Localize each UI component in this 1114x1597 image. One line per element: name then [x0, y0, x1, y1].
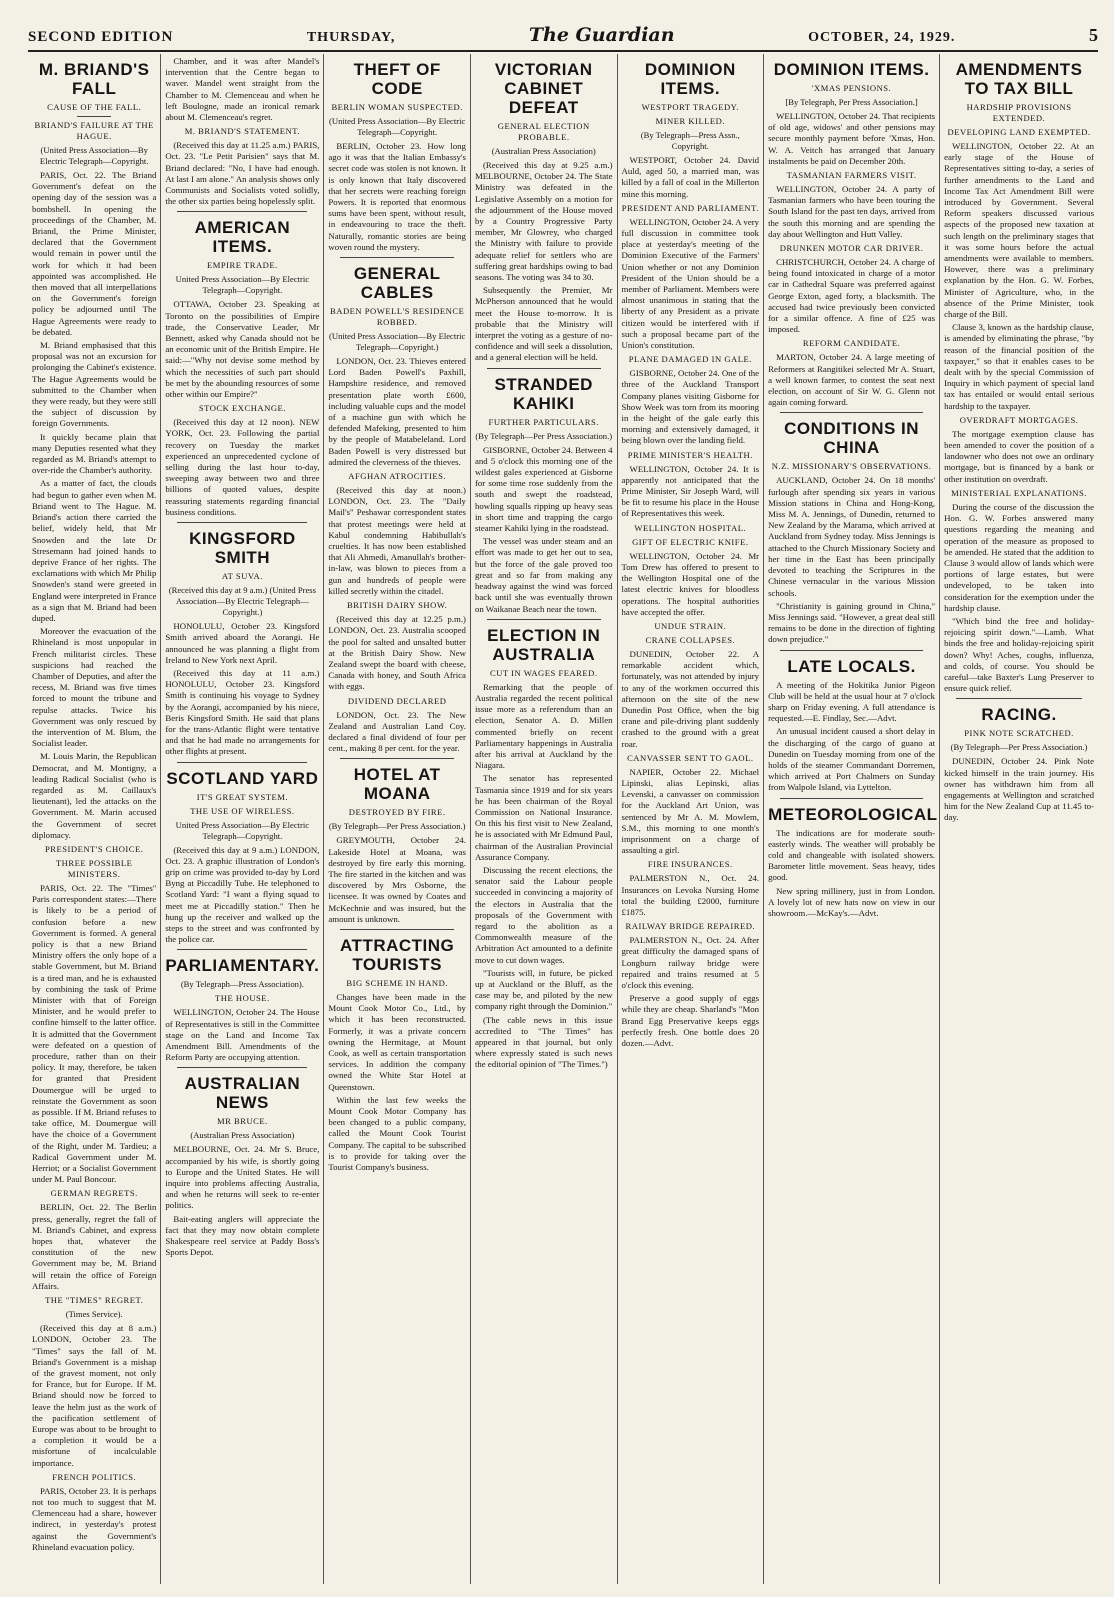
subheading: THE "TIMES" REGRET. [45, 1295, 144, 1306]
subheading: N.Z. MISSIONARY'S OBSERVATIONS. [771, 461, 932, 472]
article-paragraph: CHRISTCHURCH, October 24. A charge of being found intoxicated in charge of a motor car in Cathedral Square was preferred against George Exton, aged forty, a blacksmith. The accused had twice previously been convicted for a similar offence. A fine of £25 was imposed. [768, 257, 936, 335]
column-2 [161, 54, 324, 1584]
article-paragraph: WELLINGTON, October 24. A very full discussion in committee took place at yesterday's meeting of the Dominion Executive of the Farmers' Union whether or not any Dominion President of the Union should be a member of Parliament. Members were almost unanimous in stating that the liberty of any President as a private citizen would be interfered with if such a proposal became part of the Union's constitution. [621, 216, 760, 351]
article-paragraph: Remarking that the people of Australia regarded the recent political issue more as a referendum than an election, Senator A. D. Millen commented briefly on recent Parliamentary happenings in Australia after his arrival at Auckland by the Niagara. [474, 681, 613, 771]
subheading: MINER KILLED. [655, 116, 726, 126]
subheading: DESTROYED BY FIRE. [348, 807, 446, 818]
article-paragraph: DUNEDIN, October 24. Pink Note kicked himself in the train journey. His owner has withdrawn him from all engagements at Wellington and scratched him for the New Zealand Cup at 11.45 to-day. [944, 756, 1094, 823]
subheading: PRIME MINISTER'S HEALTH. [627, 449, 753, 460]
columns [28, 54, 1098, 1584]
article-paragraph: (Received this day at 12.25 p.m.) LONDON, Oct. 23. Australia scooped the pool for salted and unsalted butter at the British Dairy Show. New Zealand swept the board with cheese, Canada with honey, and South Africa with eggs. [328, 614, 466, 692]
column-6 [764, 54, 940, 1584]
subheading: AT SUVA. [221, 571, 263, 582]
article-paragraph: GISBORNE, October 24. Between 4 and 5 o'clock this morning one of the wildest gales experienced at Gisborne for some time rose suddenly from the south and swept the roadstead, howling squalls ripping up heavy seas in short time and trapping the cargo steamer Kahiki lying in the roadstead. [474, 444, 613, 534]
column-4 [471, 54, 618, 1584]
article-paragraph: LONDON, Oct. 23. The New Zealand and Australian Land Coy. declared a final dividend of four per cent., making 8 per cent. for the year. [328, 709, 466, 754]
article-paragraph: BERLIN, October 23. How long ago it was that the Italian Embassy's secret code was stolen is not known. It is only known that Italy discovered that her secrets were reaching foreign Powers. It is reported that enormous sums have been spent, without result, in endeavouring to trace the theft. Naturally, romantic stories are being woven round the mystery. [328, 141, 466, 252]
subheading: AFGHAN ATROCITIES. [348, 471, 447, 482]
press-credit: (Times Service). [65, 1309, 123, 1320]
article-paragraph: AUCKLAND, October 24. On 18 months' furlough after spending six years in various Mission stations in China and Hong-Kong, Miss M. A. Jennings, of Dunedin, returned to New Zealand by the Marama, which arrived at Auckland from Sydney today. Miss Jennings is attached to the Church Missionary Society and her time in the East has been principally devoted to teaching the Scriptures in the Chinese vernacular in the various Mission schools. [768, 475, 936, 598]
subheading: HARDSHIP PROVISIONS EXTENDED. [966, 102, 1072, 123]
headline: METEOROLOGICAL [768, 804, 938, 824]
subheading: PRESIDENT'S CHOICE. [44, 843, 144, 854]
press-credit: (United Press Association—By Electric Telegraph—Copyright. [329, 116, 466, 137]
article-paragraph: An unusual incident caused a short delay in the discharging of the cargo of guano at Dunedin on Tuesday morning from one of the holds of the steamer Commandant Dorremen, which arrived at Port Chalmers on Sunday from Walpole Island, via Lyttelton. [768, 726, 936, 793]
divider [340, 929, 454, 930]
press-credit: (Received this day at 9 a.m.) (United Press Association—By Electric Telegraph—Copyright.) [168, 585, 316, 618]
subheading: PRESIDENT AND PARLIAMENT. [621, 202, 759, 213]
newspaper-title: The Guardian [528, 24, 675, 46]
article-paragraph: The senator has represented Tasmania since 1919 and for six years he has been chairman of the Royal Commission on National Insurance. On this his first visit to New Zealand, he is associated with Mr Edmund Paul, chairman of the Australian Provincial Assurance Company. [474, 773, 613, 862]
date-label: OCTOBER, 24, 1929. [808, 30, 956, 45]
subheading: CAUSE OF THE FALL. [47, 102, 142, 112]
subheading: REFORM CANDIDATE. [802, 338, 901, 349]
press-credit: (Australian Press Association) [190, 1130, 295, 1141]
advertisement: Preserve a good supply of eggs while they are cheap. Sharland's "Mon Brand Egg Preservative keeps eggs perfectly fresh. One bottle does 20 dozen.—Advt. [621, 993, 760, 1048]
headline: RACING. [981, 705, 1057, 725]
divider [487, 619, 601, 620]
article-paragraph: Moreover the evacuation of the Rhineland is most unpopular in French militarist circles. These suspicions had reached the Chamber of Deputies, and after the recess, M. Briand was five times forced to mount the tribune and repulse attacks. Twice his Government was only rescued by the intervention of M. Blum, the Socialist leader. [32, 626, 157, 749]
article-paragraph: DUNEDIN, October 22. A remarkable accident which, fortunately, was not attended by injury to any of the workmen occurred this afternoon on the site of the new Dunedin Post Office, when the big crane and pile-driving plant suddenly crashed to the ground with a great roar. [621, 648, 760, 749]
subheading: THREE POSSIBLE MINISTERS. [55, 857, 133, 879]
article-paragraph: It quickly became plain that many Deputies resented what they regarded as M. Briand's attempt to over-ride the Chamber's authority. [32, 431, 157, 476]
subheading: MR BRUCE. [216, 1116, 268, 1127]
press-credit: (By Telegraph—Per Press Association.) [475, 430, 613, 441]
subheading: FURTHER PARTICULARS. [488, 416, 599, 427]
article-paragraph: PARIS, October 23. It is perhaps not too much to suggest that M. Clemenceau had a share, however indirect, in yesterday's protest against the Government's Rhineland evacuation policy. [32, 1485, 157, 1552]
press-credit: United Press Association—By Electric Telegraph—Copyright. [175, 274, 310, 296]
article-paragraph: WELLINGTON, October 24. It is apparently not anticipated that the Prime Minister, Sir Joseph Ward, will be fit to resume his place in the House of Representatives this week. [621, 463, 760, 519]
article-paragraph: WELLINGTON, October 24. A party of Tasmanian farmers who have been touring the South Island for the past ten days, arrived from the south this morning and are spending the day about Wellington and Hutt Valley. [768, 184, 936, 239]
article-paragraph: (Received this day at 12 noon). NEW YORK, Oct. 23. Following the partial recovery on Tuesday the market experienced an unprecedented cyclone of selling during the last hour to-day, sweeping away between two and three billions of quoted values, despite reassuring statements regarding financial business conditions. [165, 417, 320, 517]
edition-label: SECOND EDITION [28, 29, 174, 45]
divider [780, 798, 923, 799]
article-paragraph: LONDON, Oct. 23. Thieves entered Lord Baden Powell's Paxhill, Hampshire residence, and removed presentation plate worth £600, including valuable cups and the model of a machine gun with which he defended Mafeking, presented to him by the people of Matabeleland. Lord Baden Powell is very distressed but admired the cleverness of the thieves. [328, 356, 466, 467]
subheading: GERMAN REGRETS. [50, 1188, 138, 1199]
subheading: 'XMAS PENSIONS. [811, 83, 892, 93]
article-paragraph: WELLINGTON, October 22. At an early stage of the House of Representatives sitting to-day, a series of further amendments to the Land and Income Tax Act Amendment Bill were introduced by Government. Several Reform speakers discussed various aspects of the proposed new taxation at such length on the preliminary stages that it was some hours before the actual amendments were available to members. However, there was a preliminary explanation by the Hon. G. W. Forbes, Minister of Agriculture, who, in the absence of the Prime Minister, took charge of the Bill. [944, 141, 1094, 320]
headline: GENERAL CABLES [353, 264, 441, 303]
article-paragraph: WELLINGTON, October 24. That recipients of old age, widows' and other pensions may secure monthly payment before 'Xmas, Hon. W. A. Veitch has arranged that January instalments be paid on December 20th. [768, 111, 936, 166]
article-paragraph: OTTAWA, October 23. Speaking at Toronto on the possibilities of Empire trade, the Conservative Leader, Mr Bennett, asked why Canada should not be an economic unit of the British Empire. He said:—"Why not devise some method by which the necessities of such part should be met by the abounding resources of some other within our Empire?" [165, 299, 320, 400]
article-paragraph: As a matter of fact, the clouds had begun to gather even when M. Briand went to The Hague. M. Briand's action there carried the belief, widely held, that Mr Snowden and the late Dr Stresemann had joined hands to deprive France of her rights. The exclamations with which Mr Philip Snowden's stand were greeted in England were interpreted in France as a sign that M. Briand had been duped. [32, 478, 157, 623]
advertisement: "Which bind the free and holiday-rejoicing spirit down."—Lamb. What binds the free and holiday-rejoicing spirit down? Why! Aches, coughs, influenza, and colds, of course. You should be careful—take Baxter's Lung Preserver to ensure quick relief. [944, 615, 1094, 694]
divider [340, 257, 454, 258]
headline: AMENDMENTS TO TAX BILL [955, 60, 1083, 98]
article-paragraph: "Christianity is gaining ground in China," Miss Jennings said. "However, a great deal still remains to be done in the direction of fighting down prejudice." [768, 600, 936, 645]
headline: M. BRIAND'S FALL [38, 60, 150, 98]
subheading: WELLINGTON HOSPITAL. [634, 522, 747, 533]
article-paragraph: M. Louis Marin, the Republican Democrat, and M. Montigny, a leading Radical Socialist (who is regarded as M. Caillaux's lieutenant), led the attacks on the Government. M. Marin accused the Government of secret diplomacy. [32, 751, 157, 840]
article-paragraph: WELLINGTON, October 24. The House of Representatives is still in the Committee stage on the Land and Income Tax Amendment Bill. Amendments of the Reform Party are occupying attention. [165, 1007, 320, 1063]
page-number: 5 [1088, 25, 1098, 45]
article-paragraph: PARIS, Oct. 22. The Briand Government's defeat on the opening day of the session was a bombshell. In opening the proceedings of the Chamber, M. Briand, the Prime Minister, declared that the Government would remain in power until the work for which it had been appointed was accomplished. He then moved that all interpellations on the Government's foreign policy be adjourned until The Hague Agreements were ready to be debated. [32, 170, 157, 337]
subheading: TASMANIAN FARMERS VISIT. [786, 170, 917, 181]
divider [177, 522, 307, 523]
article-paragraph: (Received this day at 9 a.m.) LONDON, Oct. 23. A graphic illustration of London's grip on crime was provided to-day by Lord Byng at Piccadilly Tube. He telephoned to Scotland Yard: "I want a flying squad to meet me at Piccadilly station." Then he hung up the receiver and walked up the steps to the street and was confronted by the police car. [165, 844, 320, 945]
column-7 [940, 54, 1098, 1584]
article-paragraph: The indications are for moderate south-easterly winds. The weather will probably be cold and changeable with isolated showers. Barometer little movement. Seas heavy, tides good. [768, 827, 936, 883]
headline: STRANDED KAHIKI [494, 374, 593, 413]
headline: CONDITIONS IN CHINA [784, 419, 920, 458]
press-credit: (Australian Press Association) [491, 146, 596, 156]
article-paragraph: MARTON, October 24. A large meeting of Reformers at Rangitikei selected Mr A. Stuart, a well known farmer, to contest the seat next election, on account of Sir W. G. Glenn not again coming forward. [768, 352, 936, 408]
subheading: PINK NOTE SCRATCHED. [964, 728, 1074, 739]
press-credit: [By Telegraph, Per Press Association.] [785, 97, 918, 107]
divider [780, 412, 923, 413]
headline: AUSTRALIAN NEWS [184, 1074, 301, 1113]
press-credit: (United Press Association—By Electric Telegraph—Copyright. [39, 145, 149, 166]
article-paragraph: GREYMOUTH, October 24. Lakeside Hotel at Moana, was destroyed by fire early this morning. The fire started in the kitchen and was discovered by Mrs Osborne, the licensee. It was owned by Coates and McKechnie and was insured, but the amount is unknown. [328, 835, 466, 924]
article-paragraph: PALMERSTON N., Oct. 24. Insurances on Levoka Nursing Home total the building £2000, furniture £1875. [621, 873, 760, 917]
headline: DOMINION ITEMS. [773, 60, 930, 79]
masthead [28, 24, 1098, 52]
divider [340, 758, 454, 759]
subheading: PLANE DAMAGED IN GALE. [628, 354, 752, 365]
article-paragraph: Changes have been made in the Mount Cook Motor Co., Ltd., by which it has been reconstructed. Formerly, it was a private concern owning the Hermitage, at Mount Cook, as well as certain transportation services. In addition the company owned the White Star Hotel at Queenstown. [328, 991, 466, 1092]
advertisement: New spring millinery, just in from London. A lovely lot of new hats now on view in our showroom.—McKay's.—Advt. [768, 885, 936, 918]
subheading: DIVIDEND DECLARED [347, 695, 447, 706]
day-label: THURSDAY, [306, 30, 396, 45]
press-credit: (By Telegraph—Press Association). [180, 979, 304, 990]
subheading: UNDUE STRAIN. [654, 620, 727, 631]
subheading: BRIAND'S FAILURE AT THE HAGUE. [34, 120, 154, 141]
divider [77, 116, 111, 117]
article-paragraph: Discussing the recent elections, the senator said the Labour people succeeded in convincing a majority of the electors in Australia that the proposals of the Government with regard to the abolition as a Commonwealth measure of the Arbitration Act amounted to a definite move to cut down wages. [474, 864, 613, 965]
article-paragraph: The vessel was under steam and an effort was made to get her out to sea, but the force of the gale proved too great and so far from making any headway against the wind was forced back until she was eventually thrown on Waikanae Beach near the town. [474, 536, 613, 614]
headline: AMERICAN ITEMS. [194, 218, 291, 257]
headline: KINGSFORD SMITH [189, 529, 296, 568]
article-paragraph: (The cable news in this issue accredited to "The Times" has appeared in that journal, but only where expressly stated is such news the editorial opinion of "The Times.") [474, 1014, 613, 1070]
article-paragraph: Chamber, and it was after Mandel's intervention that the Centre began to waver. Mandel went straight from the Chamber to M. Clemenceau and when he left Boulogne, made an ironical remark about M. Clemenceau's regret. [165, 56, 320, 123]
subheading: DRUNKEN MOTOR CAR DRIVER. [779, 243, 924, 254]
article-paragraph: Within the last few weeks the Mount Cook Motor Company has been changed to a public company, called the Mount Cook Tourist Company. The capital to be subscribed is to provide for taking over the Tourist Company's business. [328, 1094, 466, 1172]
article-paragraph: WELLINGTON, October 24. Mr Tom Drew has offered to present to the Wellington Hospital one of the latest electric knives for bloodless operations. The hospital authorities have accepted the offer. [621, 550, 760, 617]
article-paragraph: NAPIER, October 22. Michael Lipinski, alias Lepinski, alias Levenski, a canvasser on commission for the Auckland Art Union, was sentenced by Mr A. M. Mowlem, S.M., this morning to one month's imprisonment on a charge of assaulting a girl. [621, 766, 760, 856]
article-paragraph: PALMERSTON N., Oct. 24. After great difficulty the damaged spans of Longburn railway bridge were repaired and trains resumed at 5 o'clock this evening. [621, 935, 760, 990]
article-paragraph: (Received this day at 9.25 a.m.) MELBOURNE, October 24. The State Ministry was defeated in the Legislative Assembly on a motion for the adjournment of the House moved by a Country Progressive Party member, Mr Glowrey, who charged the Ministry with failure to provide adequate relief for settlers who are suffering great hardships owing to bad seasons. The voting was 34 to 30. [474, 160, 613, 283]
divider [956, 698, 1082, 699]
article-paragraph: BERLIN, Oct. 22. The Berlin press, generally, regret the fall of M. Briand's Cabinet, and express hopes that, whatever the constitution of the new Government may be, M. Briand will retain the office of Foreign Affairs. [32, 1202, 157, 1291]
article-paragraph: The mortgage exemption clause has been amended to cover the position of a landowner who does not owe an ordinary mortgage, but is financed by a bank or other institution on overdraft. [944, 428, 1094, 484]
subheading: EMPIRE TRADE. [206, 260, 278, 271]
divider [177, 1067, 307, 1068]
subheading: RAILWAY BRIDGE REPAIRED. [625, 921, 756, 932]
subheading: CRANE COLLAPSES. [645, 634, 736, 645]
subheading: BADEN POWELL'S RESIDENCE ROBBED. [330, 306, 465, 328]
article-paragraph: During the course of the discussion the Hon. G. W. Forbes answered many questions regarding the meaning and operation of the measure as proposed to be amended. He stated that the addition to Clause 3 would allow of lands which were portions of large estates, but were undeveloped, to be taken into consideration for the exemption under the hardship clause. [944, 501, 1094, 613]
press-credit: (By Telegraph—Per Press Association.) [950, 742, 1088, 753]
subheading: FRENCH POLITICS. [52, 1471, 137, 1482]
article-paragraph: WESTPORT, October 24. David Auld, aged 50, a married man, was killed by a fall of coal in the Millerton mine this morning. [621, 155, 760, 199]
article-paragraph: (Received this day at 11 a.m.) HONOLULU, October 23. Kingsford Smith is continuing his voyage to Sydney by the Aorangi, accompanied by his niece, Beris Kingsford Smith. He said that plans for the trans-Atlantic flight were tentative and that he had made no arrangements for other flights at present. [165, 667, 320, 757]
article-paragraph: Subsequently the Premier, Mr McPherson announced that he would meet the House to-morrow. It is probable that the Ministry will interpret the voting as a gesture of no-confidence and will seek a dissolution, and a general election will be held. [474, 285, 613, 363]
article-paragraph: MELBOURNE, Oct. 24. Mr S. Bruce, accompanied by his wife, is shortly going to Europe and the United States. He will inquire into problems affecting Australia, and when he returns will seek to re-enter politics. [165, 1144, 320, 1211]
subheading: GIFT OF ELECTRIC KNIFE. [632, 536, 749, 547]
subheading: OVERDRAFT MORTGAGES. [959, 414, 1079, 425]
subheading: BERLIN WOMAN SUSPECTED. [331, 102, 463, 112]
subheading: THE HOUSE. [215, 993, 270, 1004]
press-credit: (By Telegraph—Press Assn., Copyright. [640, 130, 740, 151]
article-paragraph: "Tourists will, in future, be picked up at Auckland or the Bluff, as the case may be, and piloted by the new company right through the Dominion." [474, 967, 613, 1012]
press-credit: United Press Association—By Electric Telegraph—Copyright. [175, 819, 310, 841]
article-paragraph: PARIS, Oct. 22. The "Times" Paris correspondent states:—There is likely to be a period of confusion before a new Government is formed. A general policy is that a new Briand Ministry offers the only hope of a stable Government, but M. Briand is a tired man, and he is exhausted by combining the task of Prime Minister with that of Foreign Minister, and he would prefer to confine himself to the latter office. It is admitted that the Government were defeated on a question of procedure, rather than on their policy. It may, therefore, be taken for granted that President Doumergue will be urged to reinstate the Government as soon as possible. If M. Briand refuses to take office, M. Doumergue will have the choice of a Government of the Right, under M. Tardieu; a Radical Government under M. Herriot; or a Socialist Government under M. Paul Boncour. [32, 882, 157, 1185]
article-paragraph: (Received this day at 11.25 a.m.) PARIS, Oct. 23. "Le Petit Parisien" says that M. Briand declared: "No, I have had enough. At last I am alone." An analysis shows only Communists and Socialists voted solidly, the other six parties being hopelessly split. [165, 140, 320, 207]
headline: LATE LOCALS. [787, 656, 916, 676]
column-5 [618, 54, 765, 1584]
article-paragraph: GISBORNE, October 24. One of the three of the Auckland Transport Company planes visiting Gisborne for Show Week was torn from its mooring in the height of the gale early this morning and extensively damaged, it being blown over the landing field. [621, 368, 760, 446]
subheading: CUT IN WAGES FEARED. [489, 667, 598, 678]
article-paragraph: M. Briand emphasised that this proposal was not an excursion for prolonging the Cabinet's existence. The Hague Agreements would be submitted to the Chamber when they were ready, but they were still the subject of discussion by foreign Governments. [32, 340, 157, 429]
subheading: GENERAL ELECTION PROBABLE. [497, 121, 590, 142]
subheading: THE USE OF WIRELESS. [190, 805, 295, 816]
divider [177, 949, 307, 950]
article-paragraph: (Received this day at noon.) LONDON, Oct. 23. The "Daily Mail's" Peshawar correspondent states that protest meetings were held at Kabul condemning Habibullah's cruelties. It has now been established that Ali Ahmedi, Amanullah's brother-in-law, was blown to pieces from a gun and hundreds of people were killed secretly within the citadel. [328, 485, 466, 596]
headline: HOTEL AT MOANA [353, 765, 441, 804]
headline: ELECTION IN AUSTRALIA [487, 625, 601, 664]
subheading: MINISTERIAL EXPLANATIONS. [951, 487, 1087, 498]
subheading: CANVASSER SENT TO GAOL. [627, 752, 754, 763]
headline: VICTORIAN CABINET DEFEAT [494, 60, 593, 117]
subheading: FIRE INSURANCES. [647, 859, 733, 870]
article-paragraph: Clause 3, known as the hardship clause, is amended by eliminating the phrase, "by reason of the financial position of the taxpayer," so that it enables cases to be dealt with by the special Commission of Inquiry in which payment of special land tax has entailed or would entail serious hardship to the taxpayer. [944, 322, 1094, 411]
article-paragraph: (Received this day at 8 a.m.) LONDON, October 23. The "Times" says the fall of M. Briand's Government is a mishap of the gravest moment, not only for France, but for Europe. If M. Briand should now be forced to leave the helm just as the work of the pacification settlement of Europe was about to be brought to a completion it would be a misfortune of incalculable importance. [32, 1323, 157, 1468]
article-paragraph: A meeting of the Hokitika Junior Pigeon Club will be held at the usual hour at 7 o'clock sharp on Friday evening. A full attendance is requested.—E. Findlay, Sec.—Advt. [768, 679, 936, 724]
divider [177, 762, 307, 763]
divider [177, 211, 307, 212]
subheading: M. BRIAND'S STATEMENT. [184, 126, 301, 137]
press-credit: (United Press Association—By Electric Telegraph—Copyright.) [329, 331, 466, 353]
article-paragraph: Bait-eating anglers will appreciate the fact that they may now obtain complete Shakespeare reel service at Paddy Boss's Sports Depot. [165, 1213, 320, 1258]
subheading: WESTPORT TRAGEDY. [641, 102, 739, 112]
subheading: BRITISH DAIRY SHOW. [347, 600, 448, 611]
subheading: BIG SCHEME IN HAND. [346, 977, 448, 988]
divider [487, 368, 601, 369]
subheading: STOCK EXCHANGE. [198, 403, 286, 414]
headline: THEFT OF CODE [353, 60, 441, 98]
headline: ATTRACTING TOURISTS [340, 935, 455, 974]
headline: PARLIAMENTARY. [165, 956, 320, 976]
subheading: IT'S GREAT SYSTEM. [196, 791, 289, 802]
article-paragraph: HONOLULU, October 23. Kingsford Smith arrived aboard the Aorangi. He announced he was planning a flight from Ireland to New York next April. [165, 621, 320, 665]
column-1 [28, 54, 161, 1584]
subheading: DEVELOPING LAND EXEMPTED. [947, 127, 1091, 137]
column-3 [324, 54, 471, 1584]
press-credit: (By Telegraph—Per Press Association.) [328, 821, 466, 832]
headline: SCOTLAND YARD [166, 768, 319, 788]
headline: DOMINION ITEMS. [644, 60, 736, 98]
divider [780, 650, 923, 651]
